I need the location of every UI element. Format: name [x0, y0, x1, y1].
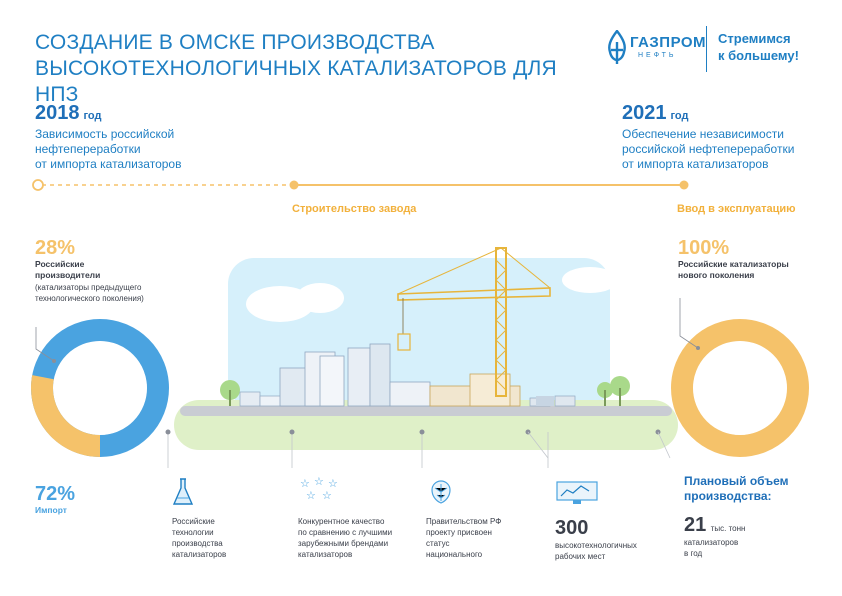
feature-technology: Российские технологии производства катализаторов [172, 477, 282, 560]
monitor-chart-icon [555, 480, 599, 506]
eagle-emblem-icon [426, 477, 456, 507]
feature-quality: ☆ ☆ ☆ ☆ ☆ Конкурентное качество по сравнению с лучшими зарубежными брендами катализаторов [298, 477, 393, 559]
svg-text:☆: ☆ [322, 489, 332, 502]
timeline-mid-dot [290, 181, 299, 190]
domestic-percent: 28% [35, 237, 76, 259]
russian-percent: 100% [678, 237, 730, 259]
timeline-end-dot [680, 181, 689, 190]
plant-illustration [170, 240, 682, 455]
flame-icon [606, 30, 628, 66]
donut-pointer [34, 325, 74, 365]
feature-national-status: Правительством РФ проекту присвоен статус национального [426, 477, 536, 560]
end-description: Обеспечение независимости российской нефтепереработки от импорта катализаторов [622, 127, 795, 171]
domestic-label: Российские производители [35, 259, 101, 280]
start-description: Зависимость российской нефтепереработки от импорта катализаторов [35, 127, 182, 171]
gazprom-neft-logo [606, 28, 707, 72]
svg-text:☆: ☆ [328, 477, 338, 490]
plan-unit: тыс. тонн [710, 524, 746, 533]
page-title [35, 30, 595, 108]
logo-sub: НЕФТЬ [638, 52, 677, 59]
logo-name: ГАЗПРОМ [630, 34, 707, 51]
production-plan: Плановый объем производства: 21 тыс. тонн катализаторов в год [684, 474, 789, 558]
slogan: Стремимся к большему! [718, 31, 799, 63]
stage-commissioning: Ввод в эксплуатацию [677, 203, 796, 215]
import-percent: 72% [35, 483, 76, 505]
header-divider [706, 26, 707, 72]
flask-icon [172, 477, 194, 507]
plan-number: 21 [684, 514, 707, 536]
russian-label: Российские катализаторы нового поколения [678, 259, 789, 280]
timeline-start-dot [33, 180, 43, 190]
timeline-bar [30, 176, 700, 196]
feature-jobs: 300 высокотехнологичных рабочих мест [555, 480, 675, 562]
domestic-note: (катализаторы предыдущего технологического поколения) [35, 283, 144, 303]
russian-donut-pointer [676, 296, 716, 356]
jobs-number: 300 [555, 517, 589, 539]
stars-icon [298, 477, 338, 507]
title-line-2: ВЫСОКОТЕХНОЛОГИЧНЫХ КАТАЛИЗАТОРОВ ДЛЯ НПЗ [35, 57, 557, 106]
start-year: 2018 год [35, 102, 102, 124]
import-label: Импорт [35, 505, 67, 515]
stage-construction: Строительство завода [292, 203, 417, 215]
title-line-1: СОЗДАНИЕ В ОМСКЕ ПРОИЗВОДСТВА [35, 31, 435, 54]
svg-text:☆: ☆ [300, 477, 310, 490]
end-year: 2021 год [622, 102, 689, 124]
donut-domestic-slice [42, 377, 100, 446]
svg-text:☆: ☆ [306, 489, 316, 502]
svg-text:☆: ☆ [314, 477, 324, 488]
